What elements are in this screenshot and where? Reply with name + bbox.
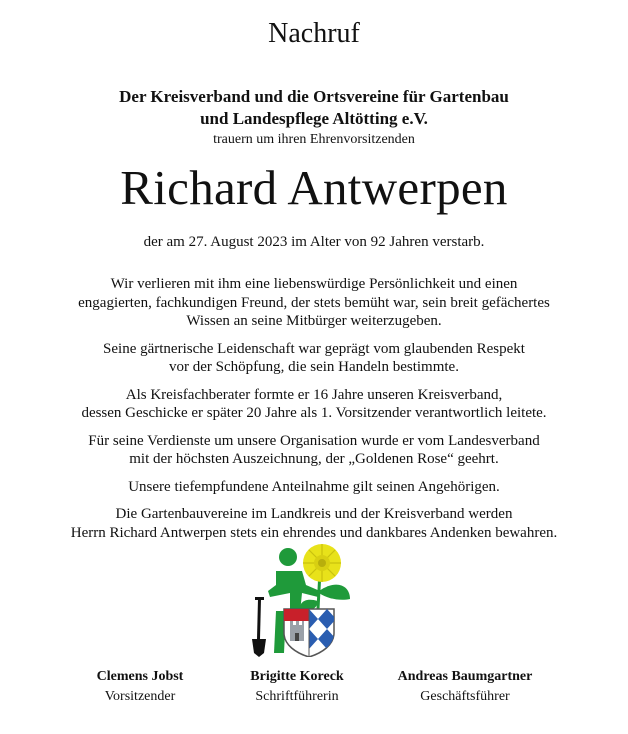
signature-name: Clemens Jobst [96,669,184,684]
paragraph [0,478,628,497]
paragraph [0,340,628,377]
text-line: Seine gärtnerische Leidenschaft war geprägt vom glaubenden Respekt [103,340,525,357]
text-line: dessen Geschicke er später 20 Jahre als 1. Vorsitzender verantwortlich leitete. [81,405,547,421]
signature-name: Andreas Baumgartner [397,669,533,684]
signature-chairman [70,667,210,707]
text-line: Herrn Richard Antwerpen stets ein ehrendes und dankbares Andenken bewahren. [70,524,558,541]
paragraph [0,275,628,331]
deceased-name: Richard Antwerpen [120,160,508,215]
death-line: der am 27. August 2023 im Alter von 92 Jahren verstarb. [143,234,485,250]
paragraph [0,432,628,469]
page-title: Nachruf [268,18,360,49]
text-line: Wissen an seine Mitbürger weiterzugeben. [186,313,442,329]
text-line: engagierten, fachkundigen Freund, der stets bemüht war, sein breit gefächertes [78,294,550,311]
text-line: Wir verlieren mit ihm eine liebenswürdige Persönlichkeit und einen [110,276,518,292]
text-line: vor der Schöpfung, die sein Handeln bestimmte. [169,359,459,375]
text-line: Für seine Verdienste um unsere Organisation wurde er vom Landesverband [88,432,540,449]
organization-line-1: Der Kreisverband und die Ortsvereine für Gartenbau [119,87,509,106]
text-line: Die Gartenbauvereine im Landkreis und der Kreisverband werden [115,506,513,522]
signature-name: Brigitte Koreck [250,669,344,684]
paragraph [0,386,628,423]
signature-role: Schriftführerin [255,689,339,704]
text-line: Als Kreisfachberater formte er 16 Jahre unseren Kreisverband, [125,386,503,403]
signature-role: Vorsitzender [104,689,176,704]
signature-manager [380,667,550,707]
text-line: Unsere tiefempfundene Anteilnahme gilt seinen Angehörigen. [128,478,500,495]
mourning-line: trauern um ihren Ehrenvorsitzenden [213,132,415,147]
gardener-logo-icon [246,541,358,657]
organization-line-2: und Landespflege Altötting e.V. [200,109,428,128]
signature-secretary [222,667,372,707]
signature-role: Geschäftsführer [420,689,510,704]
obituary-text [0,275,628,551]
text-line: mit der höchsten Auszeichnung, der „Goldenen Rose“ geehrt. [129,451,499,467]
paragraph [0,505,628,542]
organization-name [0,86,628,130]
